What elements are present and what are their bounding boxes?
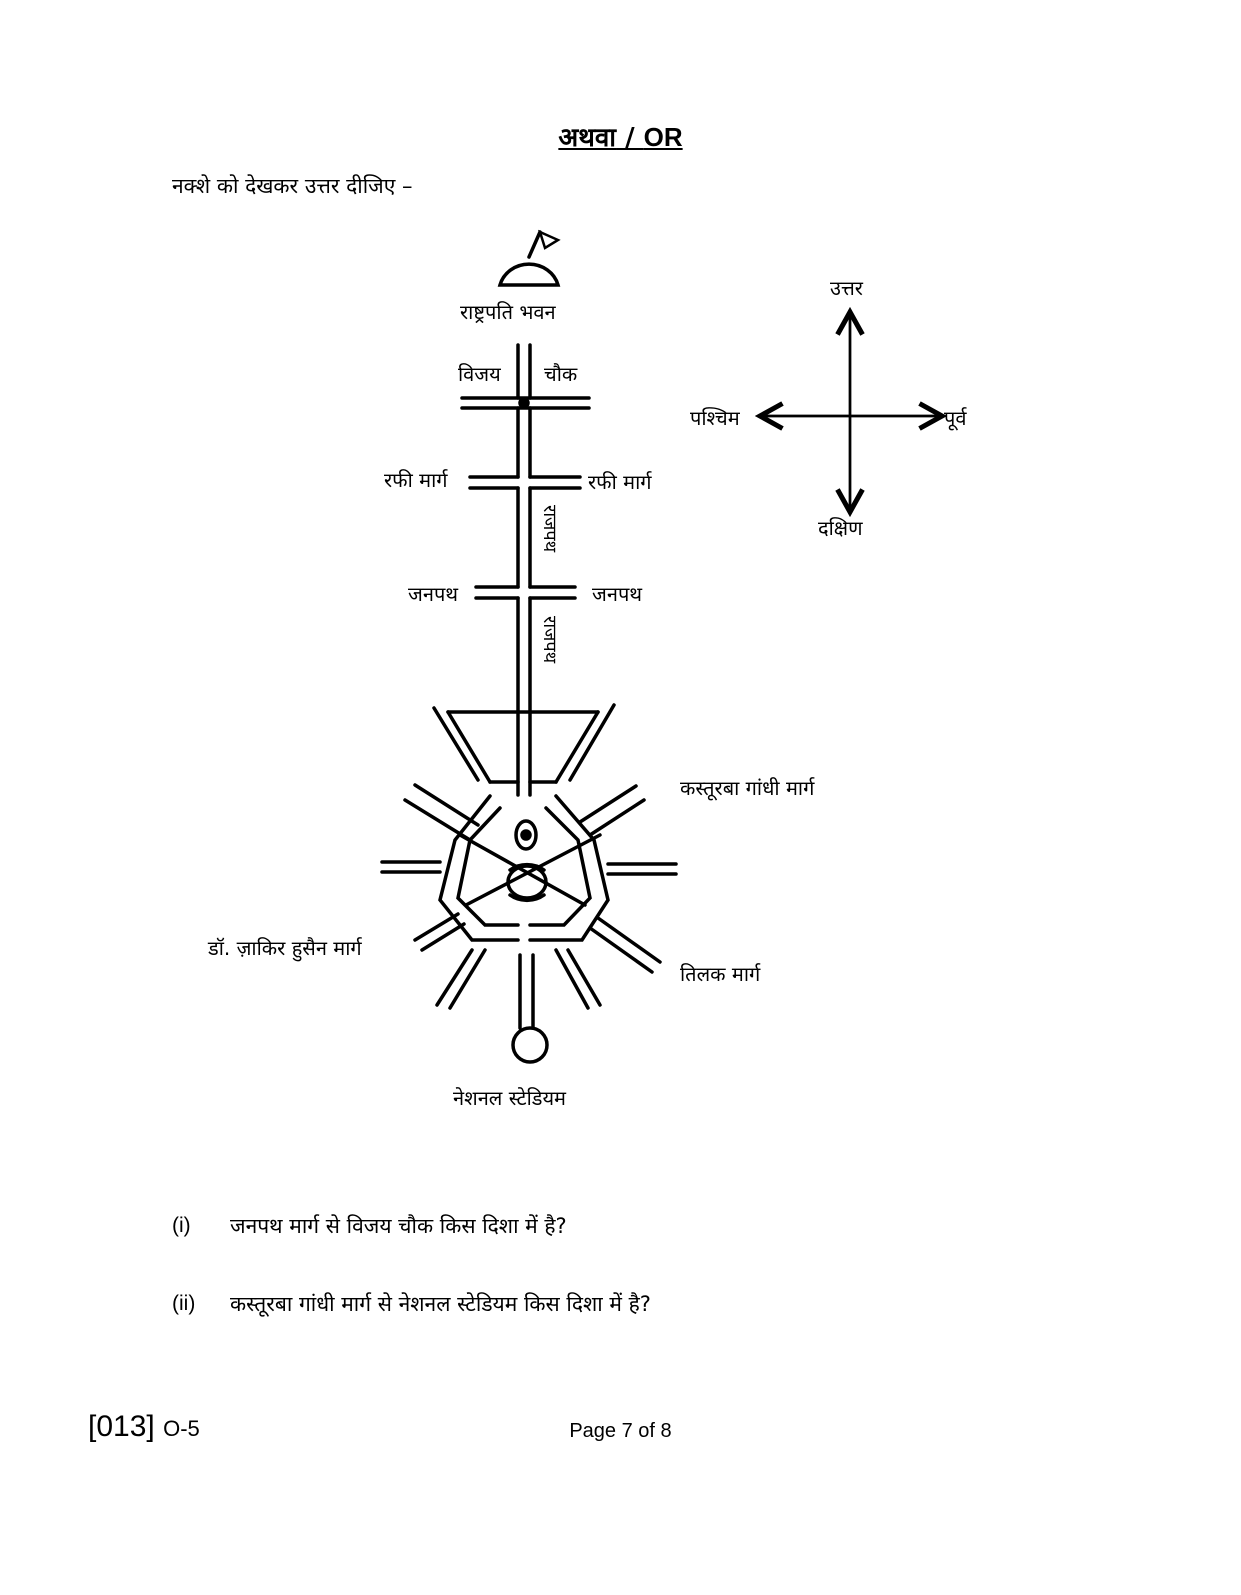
label-vijay: विजय bbox=[458, 362, 501, 386]
heading-slash: / bbox=[616, 123, 644, 153]
compass-rose bbox=[760, 310, 942, 512]
heading-hindi: अथवा bbox=[558, 123, 617, 153]
national-stadium-icon bbox=[513, 1028, 547, 1062]
label-zakir-hussain-marg: डॉ. ज़ाकिर हुसैन मार्ग bbox=[208, 936, 362, 960]
label-national-stadium: नेशनल स्टेडियम bbox=[453, 1086, 567, 1110]
label-rashtrapati-bhavan: राष्ट्रपति भवन bbox=[460, 300, 556, 324]
paper-code-number: [013] bbox=[88, 1410, 155, 1443]
label-rajpath-upper: राजपथ bbox=[539, 505, 560, 553]
label-janpath-left: जनपथ bbox=[408, 582, 459, 606]
compass-south-label: दक्षिण bbox=[818, 516, 863, 540]
question-2-text: कस्तूरबा गांधी मार्ग से नेशनल स्टेडियम किस दिशा में है? bbox=[230, 1292, 651, 1316]
question-1-number: (i) bbox=[172, 1214, 191, 1237]
rashtrapati-bhavan-icon bbox=[500, 264, 558, 285]
label-janpath-right: जनपथ bbox=[592, 582, 643, 606]
question-2-number: (ii) bbox=[172, 1292, 196, 1315]
label-rafi-marg-left: रफी मार्ग bbox=[384, 468, 448, 492]
instruction-text: नक्शे को देखकर उत्तर दीजिए – bbox=[172, 174, 413, 198]
label-kasturba-gandhi-marg: कस्तूरबा गांधी मार्ग bbox=[680, 776, 815, 800]
paper-set: O-5 bbox=[163, 1416, 200, 1441]
label-chowk: चौक bbox=[544, 362, 578, 386]
label-rajpath-lower: राजपथ bbox=[539, 616, 560, 664]
label-rafi-marg-right: रफी मार्ग bbox=[588, 470, 652, 494]
question-1-text: जनपथ मार्ग से विजय चौक किस दिशा में है? bbox=[230, 1214, 567, 1238]
compass-east-label: पूर्व bbox=[944, 406, 967, 430]
label-tilak-marg: तिलक मार्ग bbox=[680, 962, 761, 986]
compass-west-label: पश्चिम bbox=[690, 406, 740, 430]
compass-north-label: उत्तर bbox=[830, 276, 863, 300]
page-number: Page 7 of 8 bbox=[569, 1420, 672, 1442]
heading-english: OR bbox=[643, 122, 683, 152]
